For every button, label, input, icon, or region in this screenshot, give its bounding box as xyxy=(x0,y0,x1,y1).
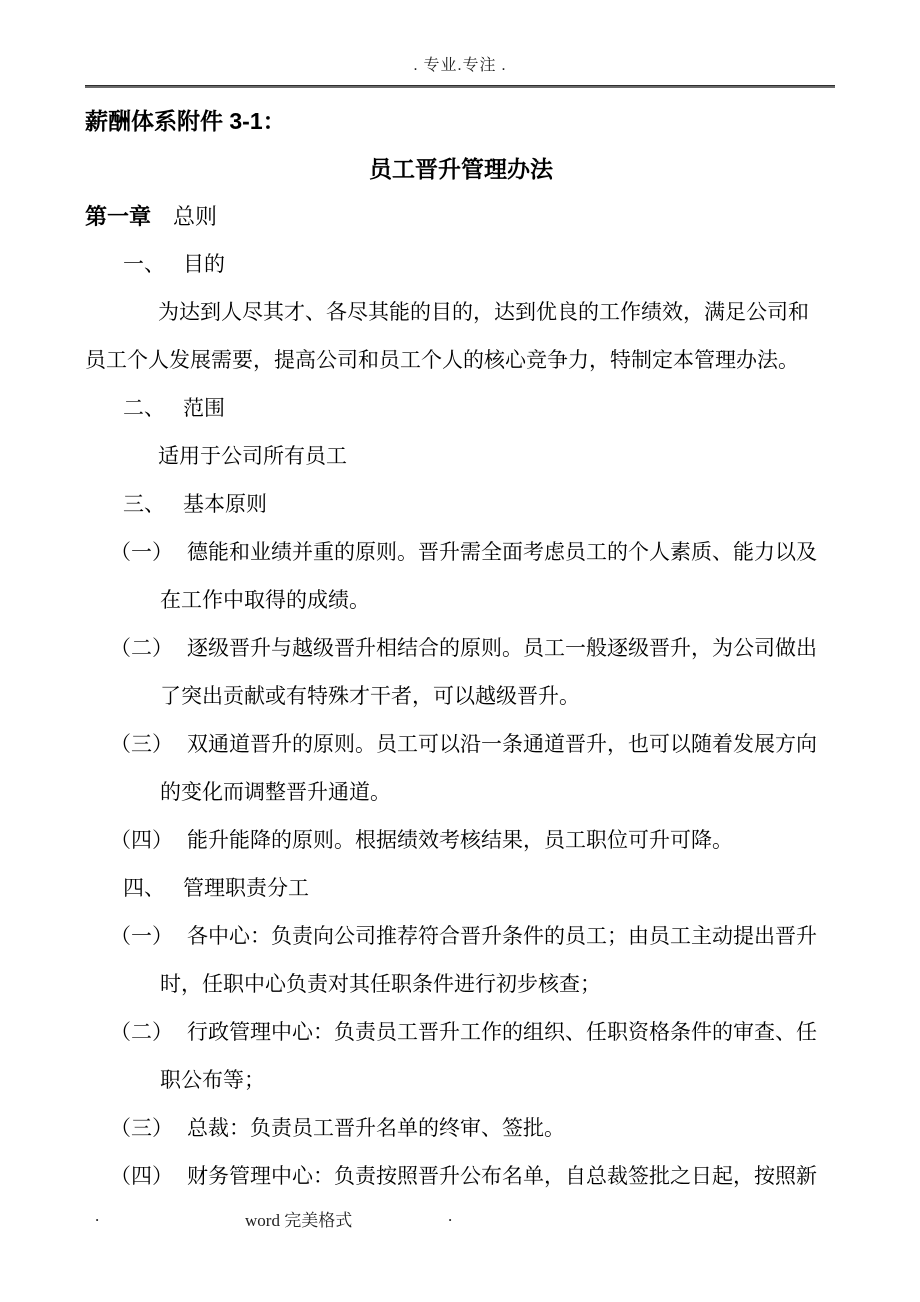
list-label: 管理职责分工 xyxy=(183,877,309,900)
duty-item-1 xyxy=(85,913,837,961)
sub-item-marker: （四） xyxy=(110,829,173,852)
sub-item-marker: （一） xyxy=(110,925,173,948)
page-header xyxy=(0,52,920,75)
sub-item-continuation: 时，任职中心负责对其任职条件进行初步核查； xyxy=(160,973,601,996)
sub-item-marker: （一） xyxy=(110,541,173,564)
footer-left-dot: . xyxy=(95,1206,100,1225)
paragraph-line: 员工个人发展需要，提高公司和员工个人的核心竞争力，特制定本管理办法。 xyxy=(85,349,799,372)
list-marker: 三、 xyxy=(123,493,165,516)
list-item-4 xyxy=(85,865,837,913)
sub-item-marker: （三） xyxy=(110,1117,173,1140)
list-marker: 二、 xyxy=(123,397,165,420)
list-marker: 四、 xyxy=(123,877,165,900)
document-body xyxy=(85,97,837,1201)
document-title: 员工晋升管理办法 xyxy=(369,156,553,182)
sub-item-marker: （二） xyxy=(110,637,173,660)
attachment-title: 薪酬体系附件 3-1： xyxy=(85,108,286,134)
duty-item-2 xyxy=(85,1009,837,1057)
sub-item-text: 德能和业绩并重的原则。晋升需全面考虑员工的个人素质、能力以及 xyxy=(187,541,817,564)
list-item-3 xyxy=(85,481,837,529)
page-footer xyxy=(0,1206,920,1232)
sub-item-4 xyxy=(85,817,837,865)
sub-item-text: 逐级晋升与越级晋升相结合的原则。员工一般逐级晋升，为公司做出 xyxy=(187,637,817,660)
sub-item-marker: （四） xyxy=(110,1165,173,1188)
list-item-1 xyxy=(85,241,837,289)
chapter-title: 总则 xyxy=(173,204,218,229)
sub-item-marker: （三） xyxy=(110,733,173,756)
sub-item-continuation: 在工作中取得的成绩。 xyxy=(160,589,370,612)
paragraph-line: 为达到人尽其才、各尽其能的目的，达到优良的工作绩效，满足公司和 xyxy=(158,301,809,324)
list-label: 范围 xyxy=(183,397,225,420)
footer-watermark-text: word 完美格式 xyxy=(245,1211,353,1230)
list-marker: 一、 xyxy=(123,253,165,276)
sub-item-text: 总裁：负责员工晋升名单的终审、签批。 xyxy=(187,1117,565,1140)
sub-item-text: 财务管理中心：负责按照晋升公布名单，自总裁签批之日起，按照新 xyxy=(187,1165,817,1188)
sub-item-text: 双通道晋升的原则。员工可以沿一条通道晋升，也可以随着发展方向 xyxy=(187,733,817,756)
duty-item-4 xyxy=(85,1153,837,1201)
header-slogan-text: . 专业.专注 . xyxy=(413,57,507,74)
sub-item-1 xyxy=(85,529,837,577)
sub-item-text: 能升能降的原则。根据绩效考核结果，员工职位可升可降。 xyxy=(187,829,733,852)
sub-item-text: 各中心：负责向公司推荐符合晋升条件的员工；由员工主动提出晋升 xyxy=(187,925,817,948)
list-label: 基本原则 xyxy=(183,493,267,516)
sub-item-text: 行政管理中心：负责员工晋升工作的组织、任职资格条件的审查、任 xyxy=(187,1021,817,1044)
header-rule xyxy=(85,85,835,88)
chapter-heading xyxy=(85,193,837,241)
duty-item-3 xyxy=(85,1105,837,1153)
sub-item-continuation: 的变化而调整晋升通道。 xyxy=(160,781,391,804)
list-item-2 xyxy=(85,385,837,433)
sub-item-3 xyxy=(85,721,837,769)
sub-item-continuation: 了突出贡献或有特殊才干者，可以越级晋升。 xyxy=(160,685,580,708)
chapter-number: 第一章 xyxy=(85,204,152,229)
footer-right-dot: . xyxy=(448,1206,453,1225)
sub-item-marker: （二） xyxy=(110,1021,173,1044)
sub-item-2 xyxy=(85,625,837,673)
sub-item-continuation: 职公布等； xyxy=(160,1069,265,1092)
list-label: 目的 xyxy=(183,253,225,276)
paragraph-line: 适用于公司所有员工 xyxy=(158,445,347,468)
